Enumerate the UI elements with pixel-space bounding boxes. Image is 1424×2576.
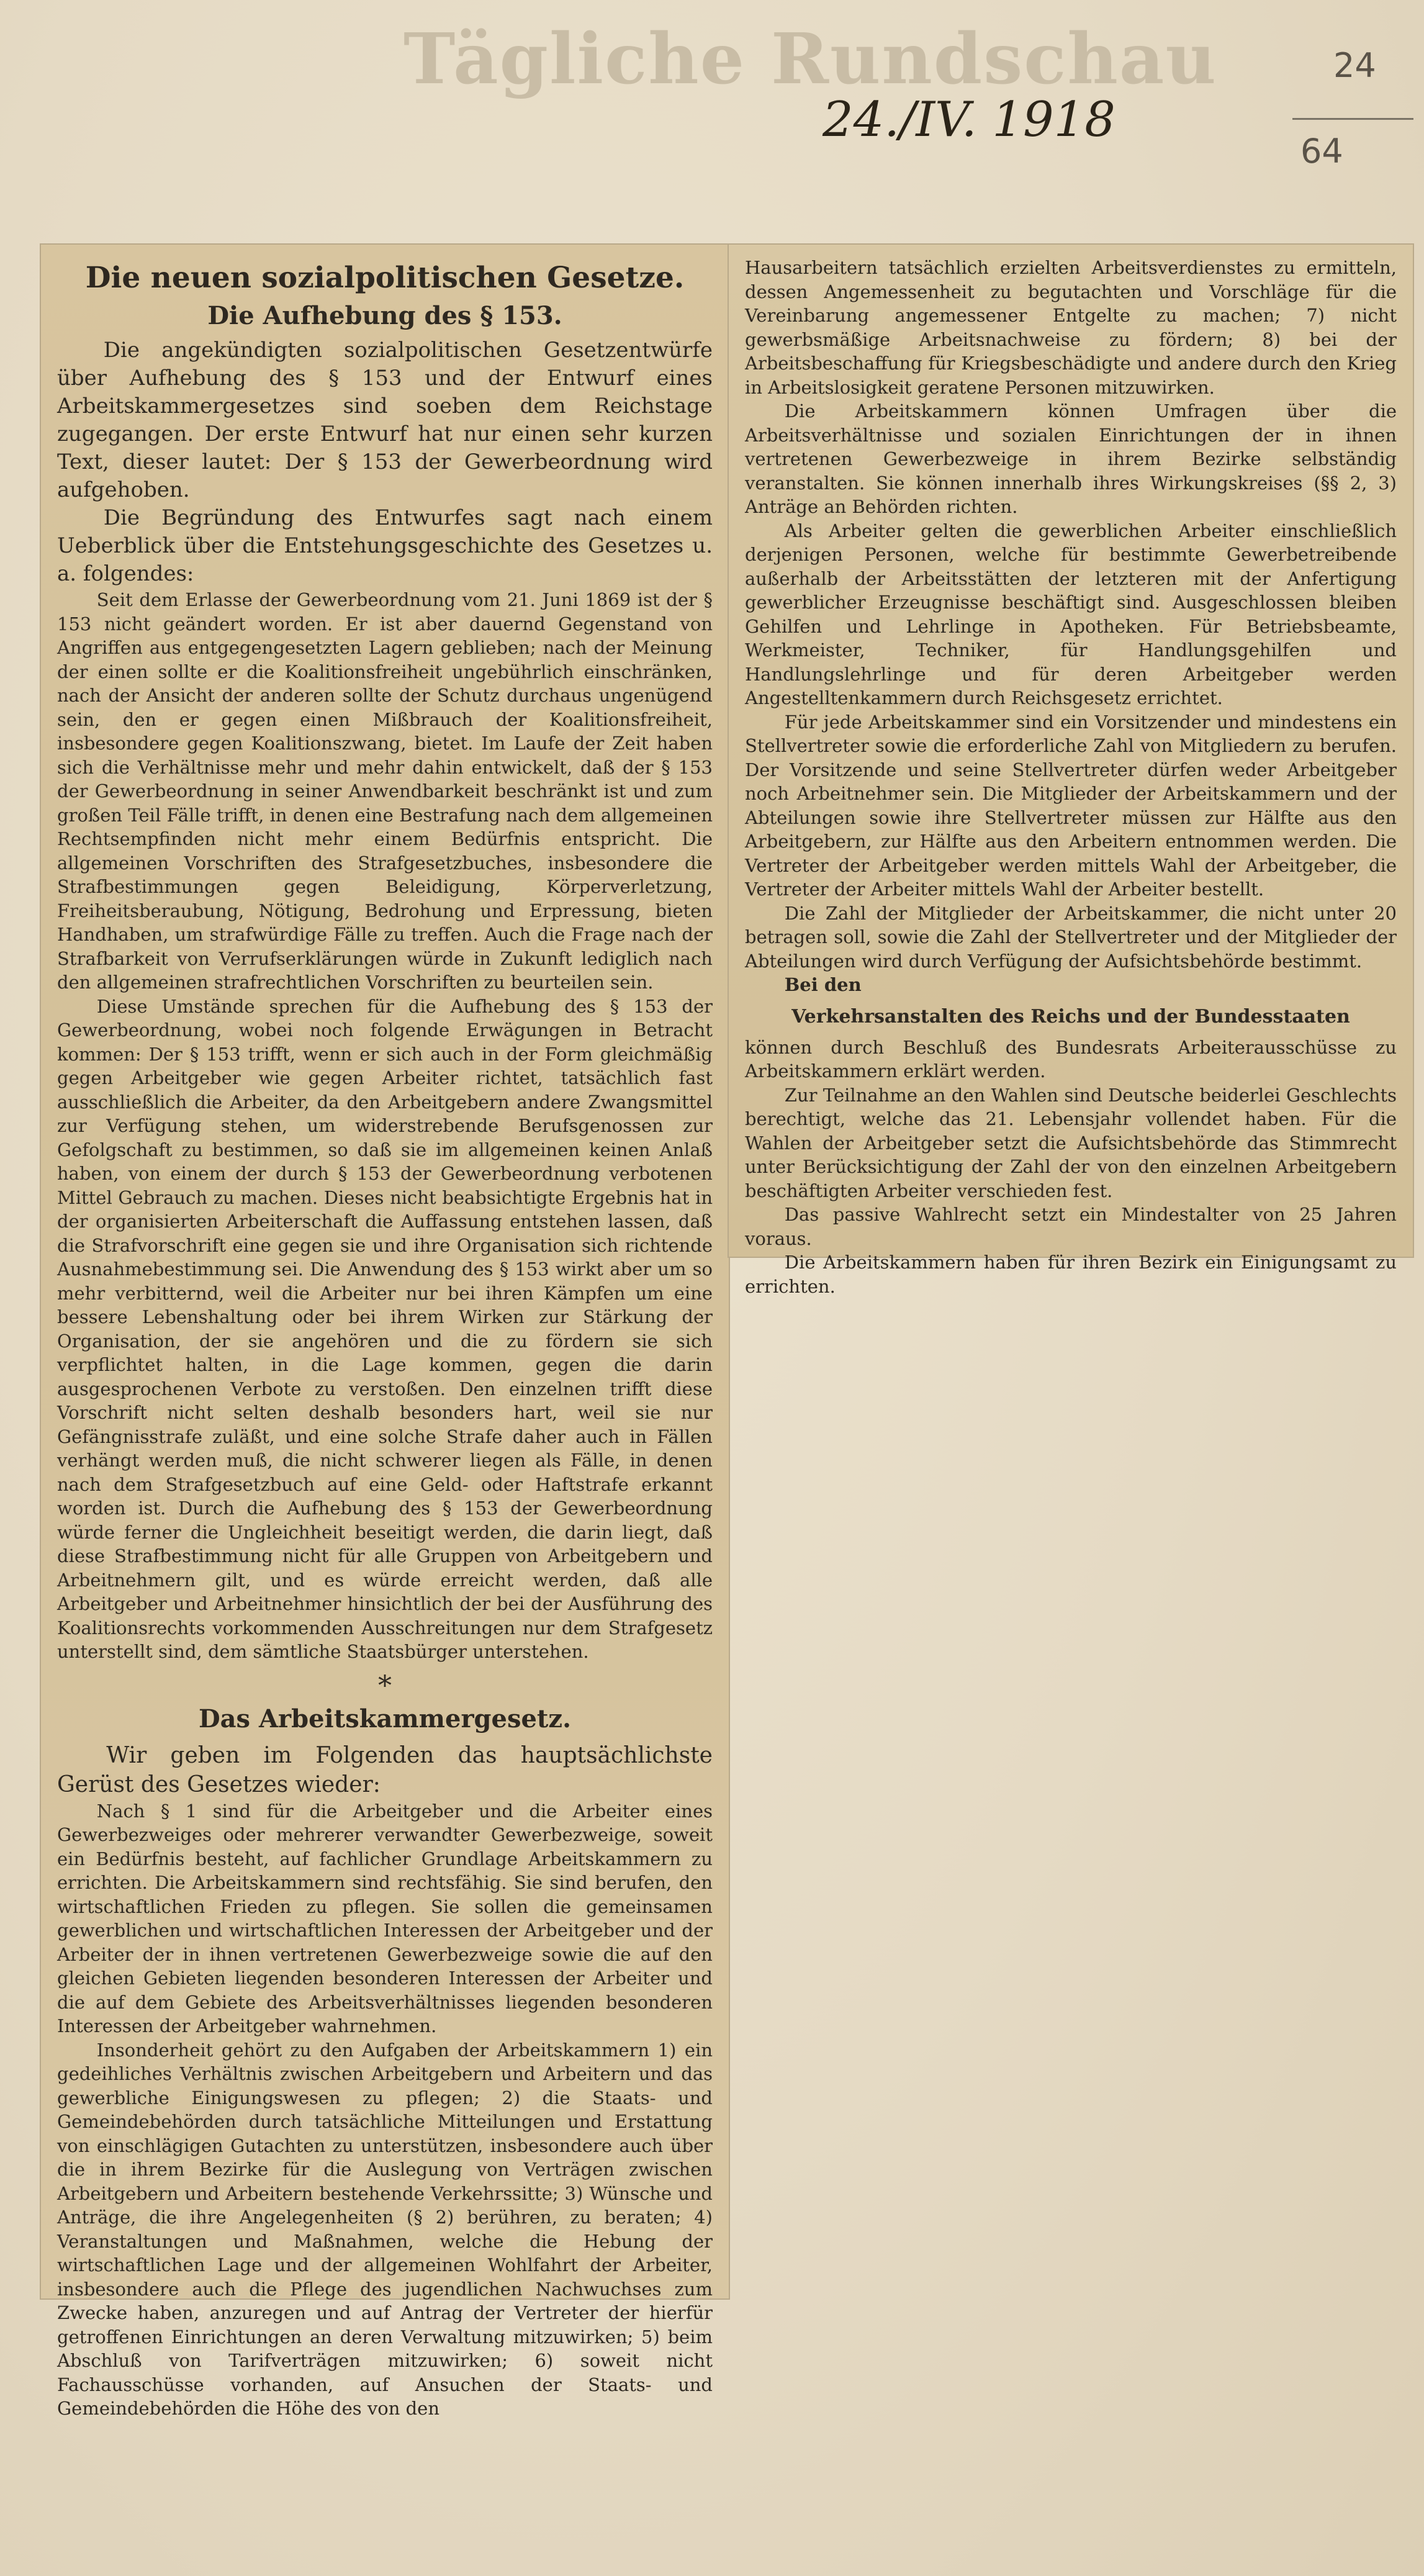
clipping-left-column	[40, 243, 730, 2419]
bei-den-label: Bei den	[784, 974, 862, 995]
section-title: Das Arbeitskammergesetz.	[198, 1704, 572, 1733]
section-lead: Wir geben im Folgenden das hauptsächlichste Gerüst des Gesetzes wieder:	[57, 1742, 713, 1797]
archive-number-top: 24	[1333, 46, 1376, 85]
body-paragraph: Zur Teilnahme an den Wahlen sind Deutsche beiderlei Geschlechts berechtigt, welche das 21. Lebensjahr vollendet haben. Für die Wahlen der Arbeitgeber setzt die Aufsichtsbehörde das Stimmrecht unter Berücksichtigung der Zahl der von den einzelnen Arbeitgebern beschäftigten Arbeiter verschieden fest.	[745, 1084, 1397, 1201]
article-subtitle: Die Aufhebung des § 153.	[207, 301, 562, 330]
body-paragraph: Diese Umstände sprechen für die Aufhebung des § 153 der Gewerbeordnung, wobei noch folgende Erwägungen in Betracht kommen: Der § 153 trifft, wenn er sich auch in der Form gleichmäßig gegen Arbeitgeber wie gegen Arbeiter richtet, tatsächlich fast ausschließlich die Arbeiter, da den Arbeitgebern andere Zwangsmittel zur Verfügung stehen, um widerstrebende Berufsgenossen zur Gefolgschaft zu bestimmen, so daß sie im allgemeinen keinen Anlaß haben, von einem der durch § 153 der Gewerbeordnung verbotenen Mittel Gebrauch zu machen. Dieses nicht beabsichtigte Ergebnis hat in der organisierten Arbeiterschaft die Auffassung entstehen lassen, daß die Strafvorschrift eine gegen sie und ihre Organisation sich richtende Ausnahmebestimmung sei. Die Anwendung des § 153 wirkt aber um so mehr verbitternd, weil die Arbeiter nur bei ihren Kämpfen um eine bessere Lebenshaltung oder bei ihrem Wirken zur Stärkung der Organisation, der sie angehören und die zu fördern sie sich verpflichtet halten, in die Lage kommen, gegen die darin ausgesprochenen Verbote zu verstoßen. Den einzelnen trifft diese Vorschrift nicht selten deshalb besonders hart, weil sie nur Gefängnisstrafe zuläßt, und eine solche Strafe daher auch in Fällen verhängt werden muß, die nicht schwerer liegen als Fälle, in denen nach dem Strafgesetzbuch auf eine Geld- oder Haftstrafe erkannt worden ist. Durch die Aufhebung des § 153 der Gewerbeordnung würde ferner die Ungleichheit beseitigt werden, die darin liegt, daß diese Strafbestimmung nicht für alle Gruppen von Arbeitgebern und Arbeitnehmern gilt, und es würde erreicht werden, daß alle Arbeitgeber und Arbeitnehmer hinsichtlich der bei der Ausführung des Koalitionsrechts vorkommenden Ausschreitungen nur dem Strafgesetz unterstellt sind, dem sämtliche Staatsbürger unterstehen.	[57, 995, 713, 1662]
handwritten-date: 24./IV. 1918	[822, 92, 1115, 148]
newspaper-masthead-stamp: Tägliche Rundschau	[403, 19, 1217, 100]
clipping-right-column	[728, 243, 1414, 1297]
body-paragraph: Die Zahl der Mitglieder der Arbeitskammer, die nicht unter 20 betragen soll, sowie die Zahl der Stellvertreter und der Mitglieder der Abteilungen wird durch Verfügung der Aufsichtsbehörde bestimmt.	[745, 902, 1397, 972]
body-paragraph: können durch Beschluß des Bundesrats Arbeiterausschüsse zu Arbeitskammern erklärt werden.	[745, 1036, 1397, 1082]
body-paragraph: Die Arbeitskammern können Umfragen über die Arbeitsverhältnisse und sozialen Einrichtungen der in ihnen vertretenen Gewerbezweige in ihrem Bezirke selbständig veranstalten. Sie können innerhalb ihres Wirkungskreises (§§ 2, 3) Anträge an Behörden richten.	[745, 400, 1397, 517]
intro-paragraph: Die angekündigten sozialpolitischen Gesetzentwürfe über Aufhebung des § 153 und der Entwurf eines Arbeitskammergesetzes sind soeben dem Reichstage zugegangen. Der erste Entwurf hat nur einen sehr kurzen Text, dieser lautet: Der § 153 der Gewerbeordnung wird aufgehoben.	[57, 338, 713, 502]
body-paragraph: Als Arbeiter gelten die gewerblichen Arbeiter einschließlich derjenigen Personen, welche für bestimmte Gewerbetreibende außerhalb der Arbeitsstätten der letzteren mit der Anfertigung gewerblicher Erzeugnisse beschäftigt sind. Ausgeschlossen bleiben Gehilfen und Lehrlinge in Apotheken. Für Betriebsbeamte, Werkmeister, Techniker, für Handlungsgehilfen und Handlungslehrlinge und für deren Arbeitgeber werden Angestelltenkammern durch Reichsgesetz errichtet.	[745, 520, 1397, 708]
body-paragraph: Für jede Arbeitskammer sind ein Vorsitzender und mindestens ein Stellvertreter sowie die erforderliche Zahl von Mitgliedern zu berufen. Der Vorsitzende und seine Stellvertreter dürfen weder Arbeitgeber noch Arbeitnehmer sein. Die Mitglieder der Arbeitskammern und der Abteilungen sowie ihre Stellvertreter müssen zur Hälfte aus den Arbeitgebern, zur Hälfte aus den Arbeitern entnommen werden. Die Vertreter der Arbeitgeber werden mittels Wahl der Arbeitgeber, die Vertreter der Arbeiter mittels Wahl der Arbeiter bestellt.	[745, 711, 1397, 900]
article-title: Die neuen sozialpolitischen Gesetze.	[85, 261, 685, 295]
subheading-verkehrsanstalten: Verkehrsanstalten des Reichs und der Bundesstaaten	[791, 1005, 1350, 1028]
intro-paragraph-2: Die Begründung des Entwurfes sagt nach einem Ueberblick über die Entstehungsgeschichte des Gesetzes u. a. folgendes:	[57, 505, 713, 586]
body-paragraph: Seit dem Erlasse der Gewerbeordnung vom 21. Juni 1869 ist der § 153 nicht geändert worden. Er ist aber dauernd Gegenstand von Angriffen aus entgegengesetzten Lagern geblieben; nach der Meinung der einen sollte er die Koalitionsfreiheit ungebührlich einschränken, nach der Ansicht der anderen sollte der Schutz durchaus ungenügend sein, den er gegen einen Mißbrauch der Koalitionsfreiheit, insbesondere gegen Koalitionszwang, bietet. Im Laufe der Zeit haben sich die Verhältnisse mehr und mehr dahin entwickelt, daß der § 153 der Gewerbeordnung in seiner Anwendbarkeit beschränkt ist und zum großen Teil Fälle trifft, in denen eine Bestrafung nach dem allgemeinen Rechtsempfinden nicht mehr einem Bedürfnis entspricht. Die allgemeinen Vorschriften des Strafgesetzbuches, insbesondere die Strafbestimmungen gegen Beleidigung, Körperverletzung, Freiheitsberaubung, Nötigung, Bedrohung und Erpressung, bieten Handhaben, um strafwürdige Fälle zu treffen. Auch die Frage nach der Strafbarkeit von Verrufserklärungen würde in Zukunft lediglich nach den allgemeinen strafrechtlichen Vorschriften zu beurteilen sein.	[57, 589, 713, 993]
body-paragraph: Insonderheit gehört zu den Aufgaben der Arbeitskammern 1) ein gedeihliches Verhältnis zwischen Arbeitgebern und Arbeitern und das gewerbliche Einigungswesen zu pflegen; 2) die Staats- und Gemeindebehörden durch tatsächliche Mitteilungen und Erstattung von einschlägigen Gutachten zu unterstützen, insbesondere auch über die in ihrem Bezirke für die Auslegung von Verträgen zwischen Arbeitgebern und Arbeitern bestehende Verkehrssitte; 3) Wünsche und Anträge, die ihre Angelegenheiten (§ 2) berühren, zu beraten; 4) Veranstaltungen und Maßnahmen, welche die Hebung der wirtschaftlichen Lage und der allgemeinen Wohlfahrt der Arbeiter, insbesondere auch die Pflege des jugendlichen Nachwuchses zum Zwecke haben, anzuregen und auf Antrag der Vertreter der hierfür getroffenen Einrichtungen an deren Verwaltung mitzuwirken; 5) beim Abschluß von Tarifverträgen mitzuwirken; 6) soweit nicht Fachausschüsse vorhanden, auf Ansuchen der Staats- und Gemeindebehörden die Höhe des von den	[57, 2039, 713, 2419]
archive-number-divider	[1292, 118, 1413, 120]
body-paragraph: Das passive Wahlrecht setzt ein Mindestalter von 25 Jahren voraus.	[745, 1204, 1397, 1249]
body-paragraph: Nach § 1 sind für die Arbeitgeber und die Arbeiter eines Gewerbezweiges oder mehrerer verwandter Gewerbezweige, soweit ein Bedürfnis besteht, auf fachlicher Grundlage Arbeitskammern zu errichten. Die Arbeitskammern sind rechtsfähig. Sie sind berufen, den wirtschaftlichen Frieden zu pflegen. Sie sollen die gemeinsamen gewerblichen und wirtschaftlichen Interessen der Arbeitgeber und der Arbeiter der in ihnen vertretenen Gewerbezweige sowie die auf den gleichen Gebieten liegenden besonderen Interessen der Arbeiter und die auf dem Gebiete des Arbeitsverhältnisses liegenden besonderen Interessen der Arbeitgeber wahrnehmen.	[57, 1800, 713, 2036]
body-paragraph: Hausarbeitern tatsächlich erzielten Arbeitsverdienstes zu ermitteln, dessen Angemessenheit zu begutachten und Vorschläge für die Vereinbarung angemessener Entgelte zu machen; 7) nicht gewerbsmäßige Arbeitsnachweise zu fördern; 8) bei der Arbeitsbeschaffung für Kriegsbeschädigte und andere durch den Krieg in Arbeitslosigkeit geratene Personen mitzuwirken.	[745, 257, 1397, 398]
section-separator: *	[378, 1670, 392, 1702]
archive-number-bottom: 64	[1300, 132, 1343, 171]
body-paragraph: Die Arbeitskammern haben für ihren Bezirk ein Einigungsamt zu errichten.	[745, 1252, 1397, 1297]
